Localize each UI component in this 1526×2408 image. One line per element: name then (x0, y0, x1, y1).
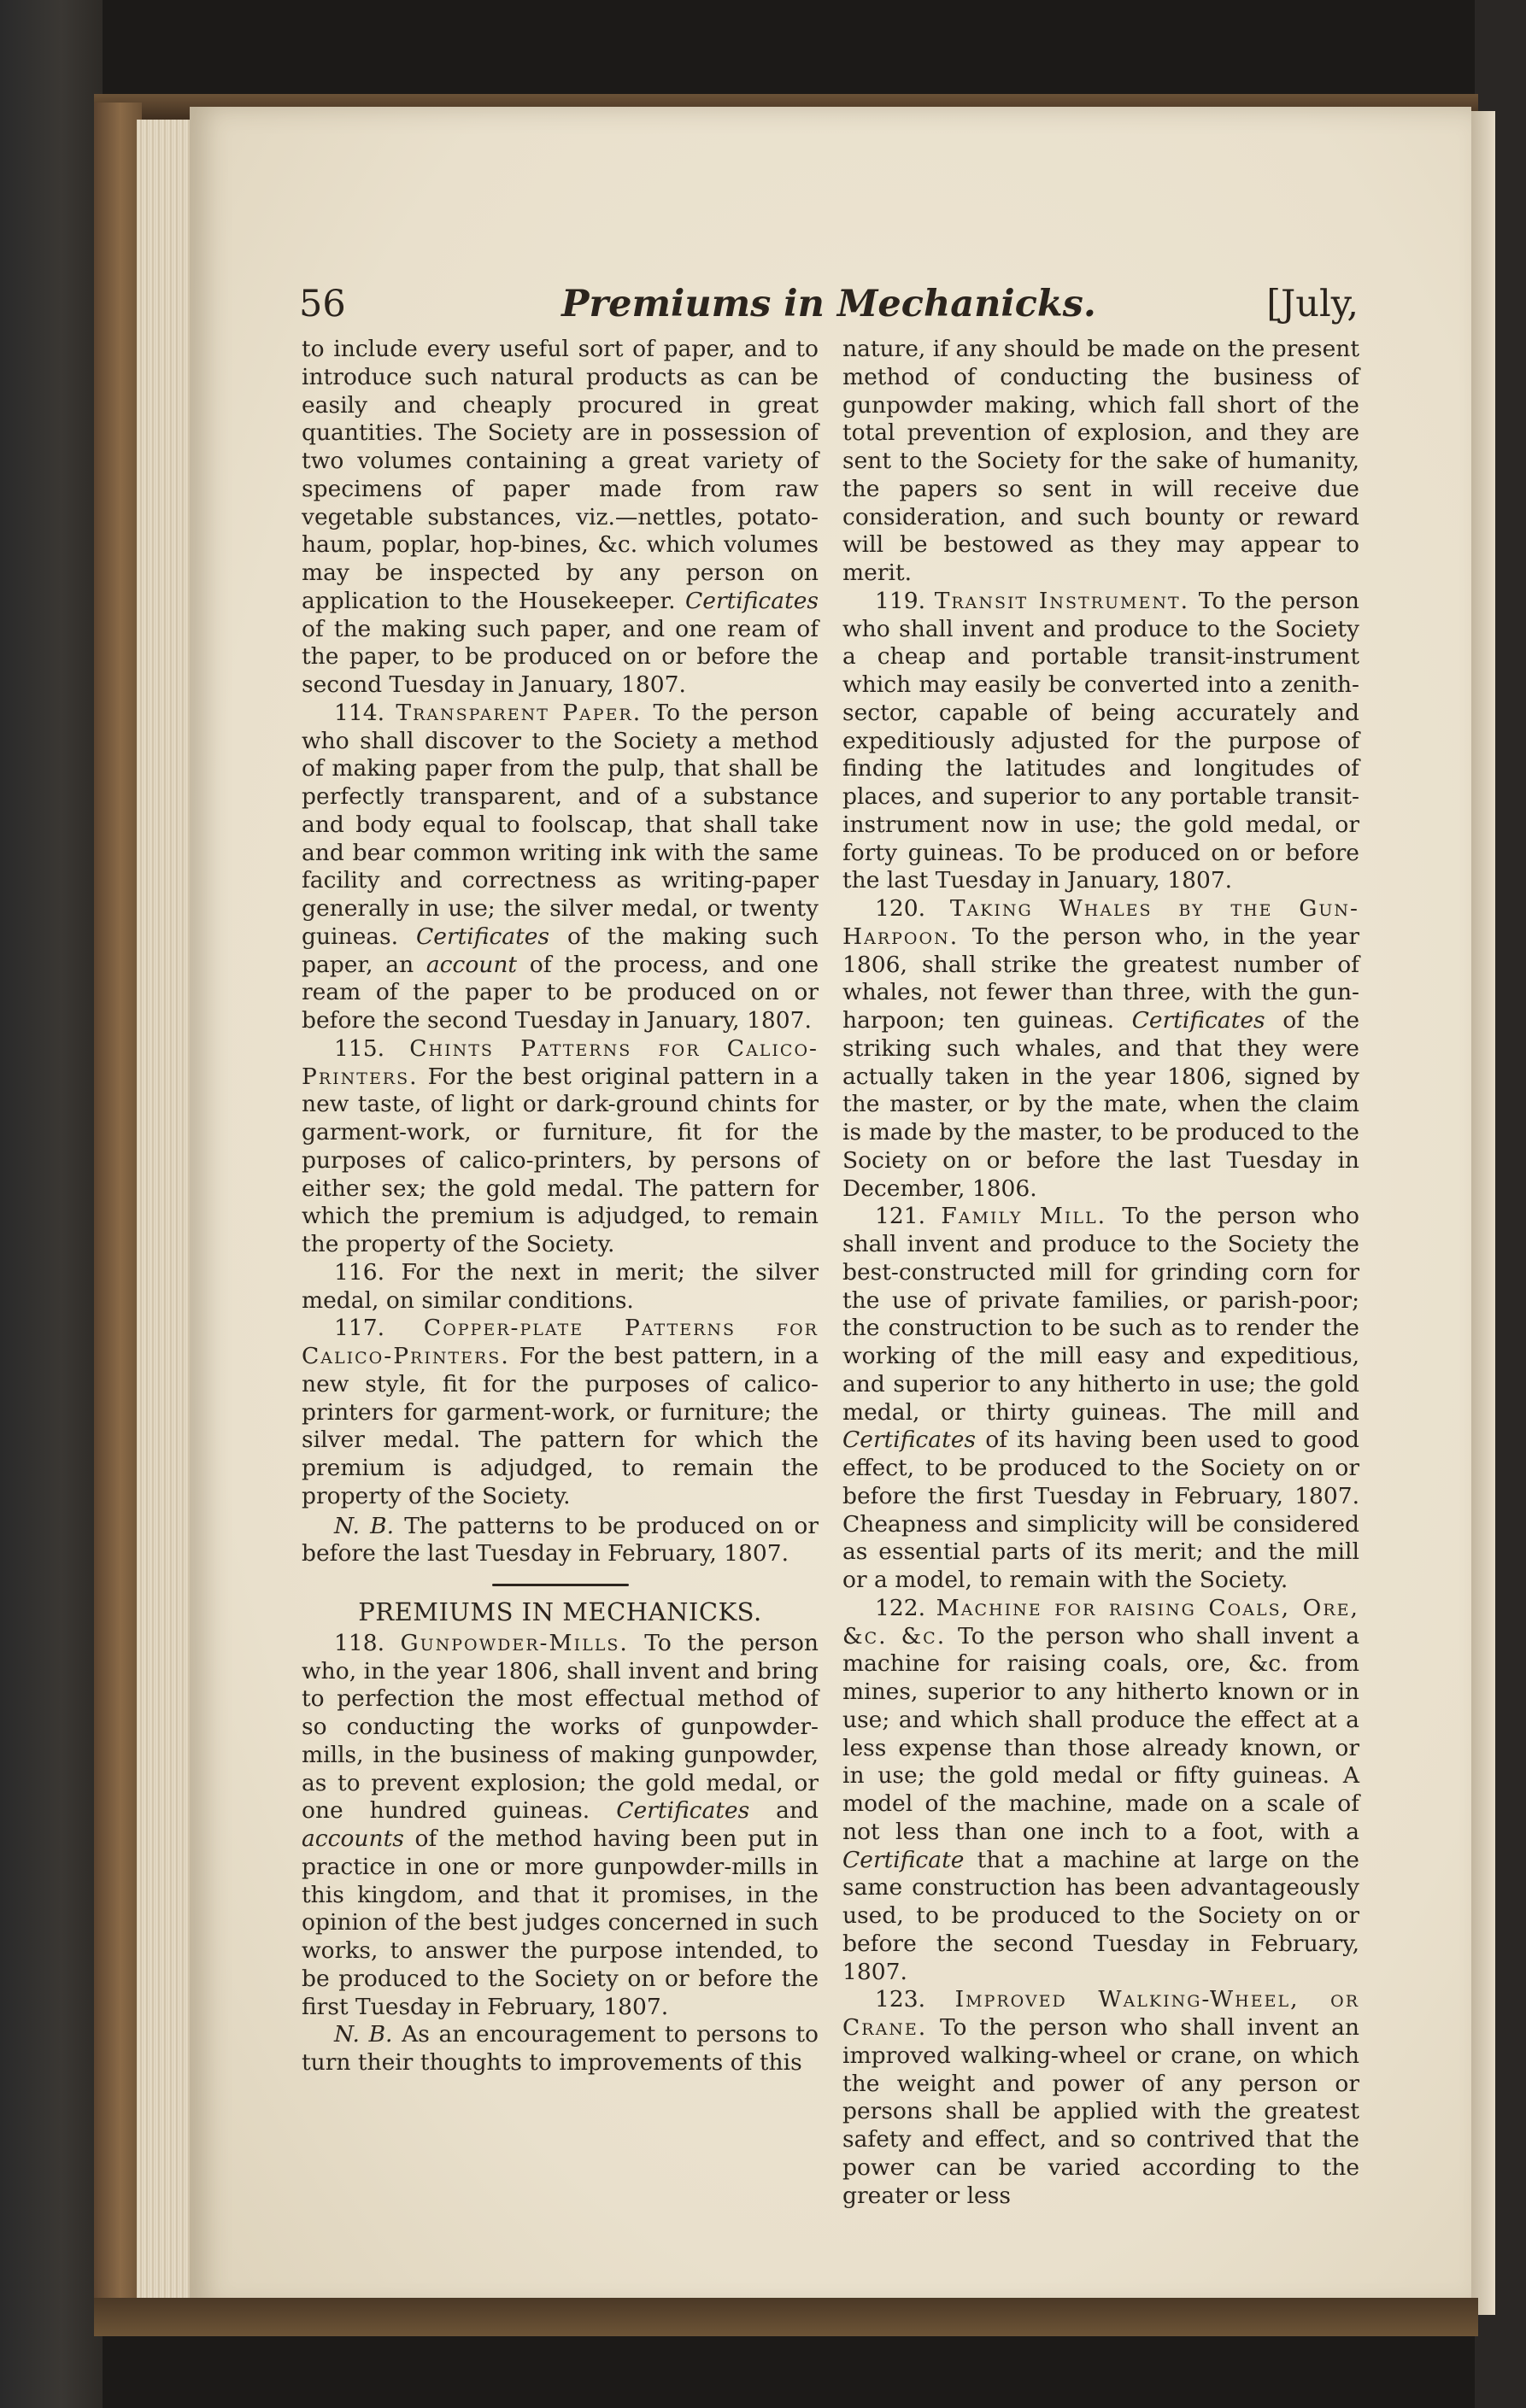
section-heading: PREMIUMS IN MECHANICKS. (358, 1597, 762, 1626)
premium-title: Transparent Paper. (396, 699, 643, 726)
premium-number: 117. (334, 1315, 385, 1342)
paragraph-text: of the making such paper, and one ream of the paper, to be produced on or before the second Tuesday in January, 1807. (302, 615, 819, 698)
right-column (842, 336, 1359, 2210)
premium-title: Gunpowder-Mills. (400, 1629, 629, 1656)
italic-term: Certificates (842, 1427, 976, 1454)
background-left (0, 0, 103, 2408)
premium-title: Chints Patterns for Calico-Printers. (302, 1034, 819, 1090)
paragraph-text: To the person who shall invent a machine for raising coals, ore, &c. from mines, superior to any hitherto known or in use; and which shall produce the effect at a less expense than those already known, or in use; the gold medal or fifty guineas. A model of the machine, made on a scale of not less than one inch to a foot, with a (842, 1622, 1359, 1845)
premium-117 (302, 1315, 819, 1510)
premium-120 (842, 895, 1359, 1203)
paragraph-text: To the person who shall invent and produce to the Society a cheap and portable transit-instrument which may easily be converted into a zenith-sector, capable of being accurately and expeditiously adjusted for the purpose of finding the latitudes and longitudes of places, and superior to any portable transit-instrument now in use; the gold medal, or forty guineas. To be produced on or before the last Tuesday in January, 1807. (842, 587, 1359, 894)
cover-board-left (94, 103, 142, 2323)
paragraph-text: of the making such paper, an (302, 923, 819, 978)
premium-number: 120. (875, 895, 926, 922)
premium-number: 123. (875, 1986, 926, 2013)
paragraph-text: To the person who, in the year 1806, shall invent and bring to perfection the most effectual method of so conducting the works of gunpowder-mills, in the business of making gunpowder, as to prevent explosion; the gold medal, or one hundred guineas. (302, 1629, 819, 1825)
premium-number: 114. (334, 699, 385, 726)
paragraph-text: For the best pattern, in a new style, fit for the purposes of calico-printers for garment-work, or furniture; the silver medal. The pattern for which the premium is adjudged, to remain the property of the Society. (302, 1343, 819, 1509)
paragraph-text: For the next in merit; the silver medal, on similar conditions. (302, 1258, 819, 1314)
paragraph-text: to include every useful sort of paper, and to introduce such natural products as can be easily and cheaply procured in great quantities. The Society are in possession of two volumes containing a great variety of specimens of paper made from raw vegetable substances, viz.—nettles, potato-haum, poplar, hop-bines, &c. which volumes may be inspected by any person on application to the Housekeeper. (302, 336, 819, 614)
cover-board-bottom (94, 2298, 1478, 2336)
paragraph-paper-continued (302, 336, 819, 700)
italic-term: Certificates (616, 1797, 750, 1825)
italic-term: Certificate (842, 1846, 965, 1873)
paragraph-text: To the person who shall invent and produce to the Society the best-constructed mill for grinding corn for the use of private families, or parish-poor; the construction to be such as to render the working of the mill easy and expeditious, and superior to any hitherto in use; the gold medal, or thirty guineas. The mill and (842, 1203, 1359, 1426)
paragraph-text: nature, if any should be made on the present method of conducting the business of gunpowder making, which fall short of the total prevention of explosion, and they are sent to the Society for the sake of humanity, the papers so sent in will receive due consideration, and such bounty or reward will be bestowed as they may appear to merit. (842, 336, 1359, 586)
facing-page-edge (1470, 111, 1495, 2315)
italic-term: account (426, 951, 518, 978)
italic-term: Certificates (685, 587, 819, 614)
page-number: 56 (299, 283, 346, 325)
italic-term: Certificates (416, 923, 550, 950)
premium-123 (842, 1986, 1359, 2210)
nota-bene-label: N. B. (334, 2021, 393, 2048)
paragraph-text: of its having been used to good effect, to be produced to the Society on or before the first Tuesday in February, 1807. Cheapness and simplicity will be considered as essential parts of its merit; and the mill or a model, to remain with the Society. (842, 1427, 1359, 1593)
premium-title: Copper-plate Patterns for Calico-Printers. (302, 1315, 819, 1369)
italic-term: Certificates (1131, 1007, 1265, 1034)
nota-bene-patterns (302, 1513, 819, 1569)
italic-term: accounts (302, 1825, 404, 1852)
left-column (302, 336, 819, 2077)
premium-121 (842, 1203, 1359, 1595)
premium-115 (302, 1035, 819, 1259)
paragraph-text: and (749, 1797, 819, 1825)
premium-title: Transit Instrument. (934, 587, 1190, 614)
premium-number: 122. (875, 1594, 926, 1621)
premium-title: Improved Walking-Wheel, or Crane. (842, 1986, 1359, 2041)
paragraph-text: of the striking such whales, and that they were actually taken in the year 1806, signed by the master, or by the mate, when the claim is made by the master, to be produced to the Society on or before the last Tuesday in December, 1806. (842, 1007, 1359, 1202)
paragraph-text: that a machine at large on the same construction has been advantageously used, to be produced to the Society on or before the second Tuesday in February, 1807. (842, 1846, 1359, 1985)
premium-number: 116. (334, 1258, 385, 1286)
section-divider (492, 1584, 629, 1586)
nota-bene-label: N. B. (334, 1512, 395, 1539)
premium-118 (302, 1630, 819, 2022)
paragraph-text: of the method having been put in practice in one or more gunpowder-mills in this kingdom, and that it promises, in the opinion of the best judges concerned in such works, to answer the purpose intended, to be produced to the Society on or before the first Tuesday in February, 1807. (302, 1825, 819, 2020)
premium-number: 119. (875, 587, 926, 614)
paragraph-text: of the process, and one ream of the paper to be produced on or before the second Tuesday in January, 1807. (302, 951, 819, 1034)
nota-bene-gunpowder (302, 2021, 819, 2077)
premium-119 (842, 588, 1359, 895)
premium-title: Taking Whales by the Gun-Harpoon. (842, 895, 1359, 950)
premium-116 (302, 1259, 819, 1315)
premium-122 (842, 1595, 1359, 1987)
paragraph-text: For the best original pattern in a new taste, of light or dark-ground chints for garment-work, or furniture, fit for the purposes of calico-printers, by persons of either sex; the gold medal. The pattern for which the premium is adjudged, to remain the property of the Society. (302, 1063, 819, 1257)
running-head (299, 283, 1359, 325)
page-edges (137, 120, 197, 2306)
running-head-date: [July, (1266, 283, 1359, 325)
premium-title: Family Mill. (941, 1203, 1107, 1230)
paragraph-text: The patterns to be produced on or before the last Tuesday in February, 1807. (302, 1512, 819, 1567)
premium-number: 115. (334, 1034, 385, 1062)
paragraph-text: To the person who shall invent an improved walking-wheel or crane, on which the weight and power of any person or persons shall be applied with the greatest safety and effect, and so contrived that the power can be varied according to the greater or less (842, 2014, 1359, 2209)
premium-number: 121. (875, 1203, 926, 1230)
premium-number: 118. (334, 1629, 385, 1656)
paragraph-gunpowder-continued (842, 336, 1359, 588)
premium-title: Machine for raising Coals, Ore, &c. &c. (842, 1594, 1359, 1649)
paragraph-text: As an encouragement to persons to turn their thoughts to improvements of this (302, 2021, 819, 2076)
paragraph-text: To the person who, in the year 1806, shall strike the greatest number of whales, not fewer than three, with the gun-harpoon; ten guineas. (842, 923, 1359, 1034)
premium-114 (302, 700, 819, 1035)
running-head-title: Premiums in Mechanicks. (561, 283, 1096, 325)
paragraph-text: To the person who shall discover to the Society a method of making paper from the pulp, that shall be perfectly transparent, and of a substance and body equal to foolscap, that shall take and bear common writing ink with the same facility and correctness as writing-paper generally in use; the silver medal, or twenty guineas. (302, 699, 819, 950)
